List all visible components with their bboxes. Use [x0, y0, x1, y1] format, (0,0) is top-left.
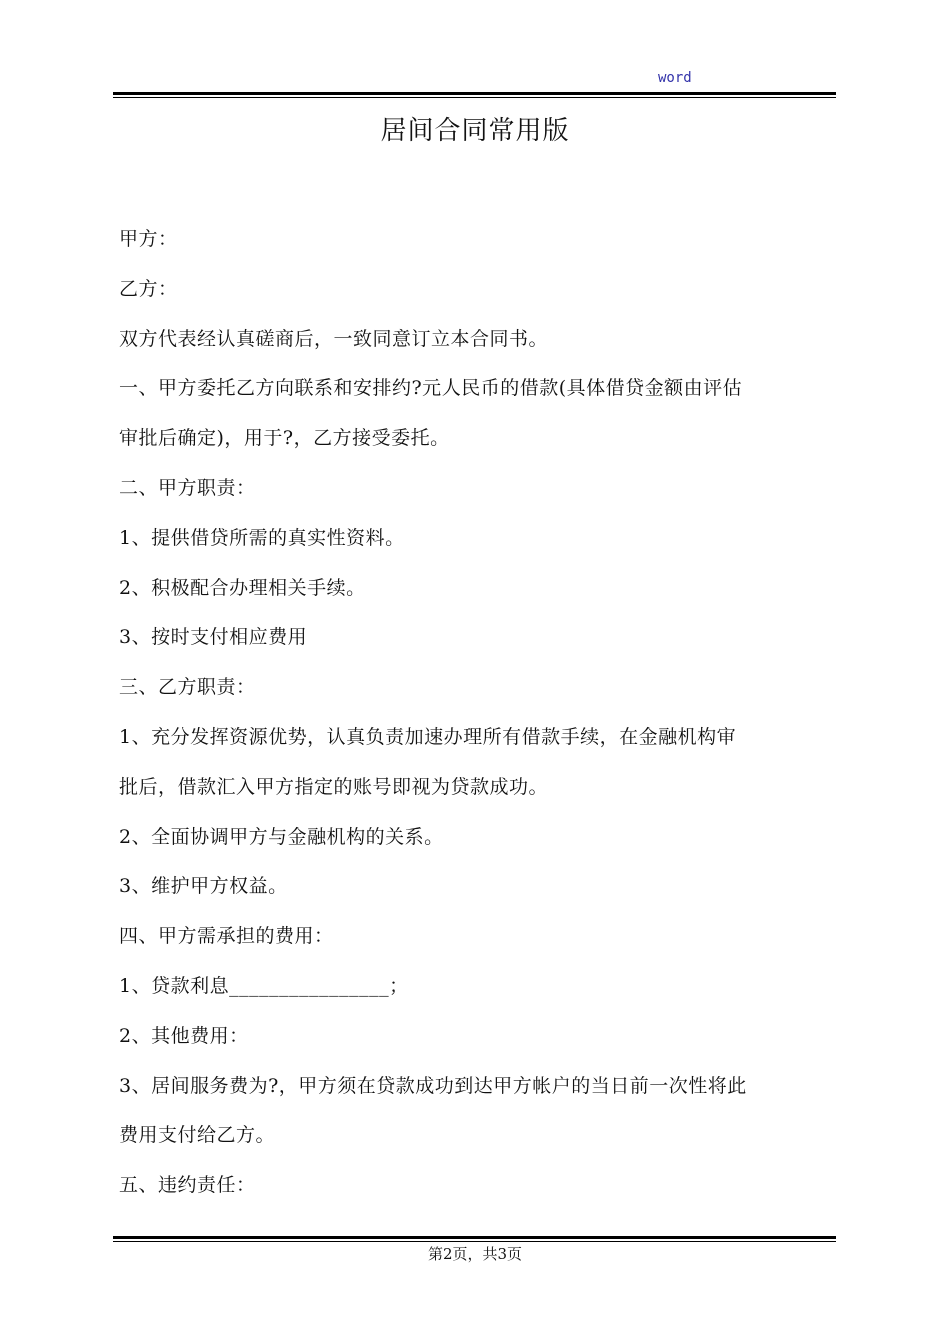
text-line: 二、甲方职责： — [119, 476, 256, 499]
text-line: 四、甲方需承担的费用： — [119, 925, 334, 948]
text-line: 1、充分发挥资源优势，认真负责加速办理所有借款手续，在金融机构审 — [119, 725, 737, 748]
text-line: 1、提供借贷所需的真实性资料。 — [119, 526, 405, 549]
text-line: 3、居间服务费为?，甲方须在贷款成功到达甲方帐户的当日前一次性将此 — [119, 1074, 747, 1097]
text-line: 批后，借款汇入甲方指定的账号即视为贷款成功。 — [119, 775, 549, 798]
text-line: 1、贷款利息________________； — [119, 974, 409, 997]
header-label: word — [658, 70, 692, 86]
header-rule — [113, 92, 836, 98]
text-line: 双方代表经认真磋商后，一致同意订立本合同书。 — [119, 327, 549, 350]
text-line: 2、积极配合办理相关手续。 — [119, 576, 366, 599]
document-body — [119, 215, 834, 1211]
text-line: 审批后确定)，用于?，乙方接受委托。 — [119, 427, 450, 450]
document-title: 居间合同常用版 — [380, 116, 570, 146]
text-line: 甲方： — [119, 228, 178, 250]
text-line: 三、乙方职责： — [119, 676, 256, 699]
text-line: 3、按时支付相应费用 — [119, 626, 308, 649]
page-number: 第2页，共3页 — [427, 1245, 523, 1263]
text-line: 五、违约责任： — [119, 1174, 256, 1197]
text-line: 2、全面协调甲方与金融机构的关系。 — [119, 825, 444, 848]
footer-rule — [113, 1236, 836, 1242]
text-line: 费用支付给乙方。 — [119, 1124, 276, 1147]
text-line: 一、甲方委托乙方向联系和安排约?元人民币的借款(具体借贷金额由评估 — [119, 377, 743, 400]
text-line: 2、其他费用： — [119, 1024, 249, 1047]
text-line: 乙方： — [119, 277, 178, 300]
text-line: 3、维护甲方权益。 — [119, 875, 288, 898]
